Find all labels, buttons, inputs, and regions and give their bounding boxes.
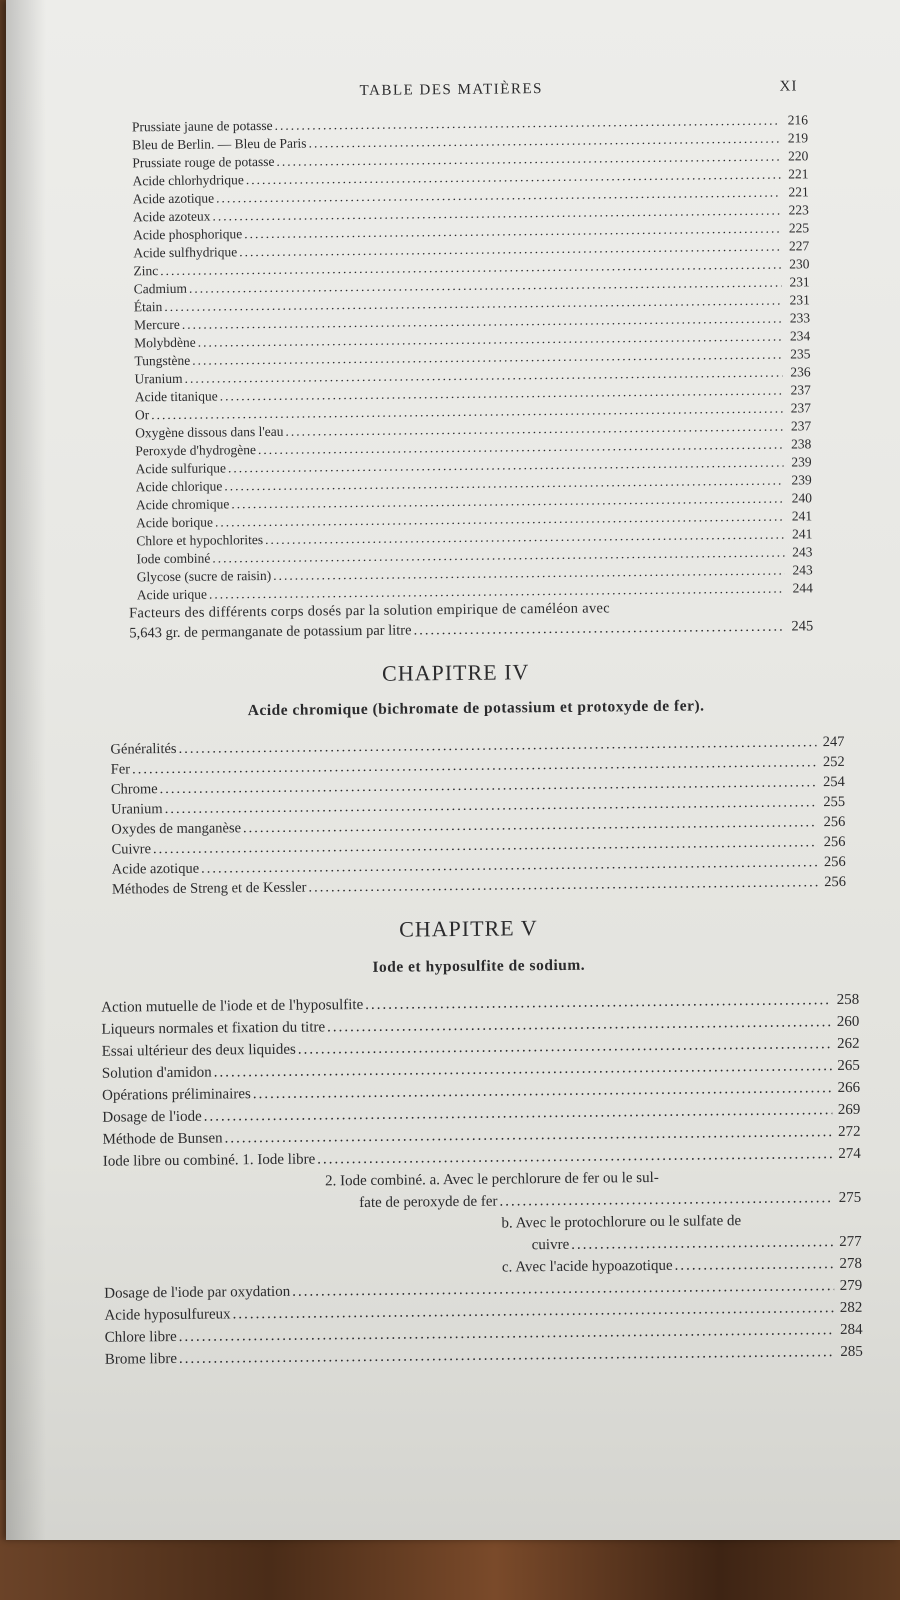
- toc-entry: Acide chlorique ..... 239: [136, 472, 812, 497]
- toc-entry: Acide azotique ..... 256: [112, 854, 846, 881]
- toc-entry: Acide urique ..... 244: [137, 580, 813, 605]
- page-number: XI: [779, 78, 798, 95]
- chapter-iv-heading: CHAPITRE IV: [381, 659, 530, 686]
- toc-entry: Iode combiné ..... 243: [136, 544, 812, 569]
- toc-entry: Acide sulfurique ..... 239: [135, 454, 811, 479]
- toc-entry: Dosage de l'iode par oxydation ..... 279: [104, 1278, 862, 1306]
- facteurs-line-1: Facteurs des différents corps dosés par la solution empirique de caméléon avec: [128, 600, 611, 622]
- toc-entry: Dosage de l'iode ..... 269: [102, 1102, 860, 1130]
- running-head: TABLE DES MATIÈRES: [359, 81, 544, 99]
- toc-entry: Méthodes de Streng et de Kessler ..... 256: [112, 874, 846, 901]
- toc-entry: Acide sulfhydrique ..... 227: [133, 238, 809, 263]
- toc-entry: Acide borique ..... 241: [136, 508, 812, 533]
- toc-entry: Uranium ..... 236: [135, 364, 811, 389]
- toc-entry: Acide phosphorique ..... 225: [133, 220, 809, 245]
- chapter-v-subtitle: Iode et hyposulfite de sodium.: [372, 956, 586, 976]
- toc-entry: Acide chlorhydrique ..... 221: [132, 166, 808, 191]
- toc-entry: Mercure ..... 233: [134, 310, 810, 335]
- toc-entry: Liqueurs normales et fixation du titre ..... 260: [101, 1014, 859, 1042]
- toc-entry: Glycose (sucre de raisin) ..... 243: [137, 562, 813, 587]
- iode-combine-line-3: b. Avec le protochlorure ou le sulfate de: [501, 1213, 742, 1232]
- toc-entry: Solution d'amidon ..... 265: [102, 1058, 860, 1086]
- toc-entry: Essai ultérieur des deux liquides ..... 262: [102, 1036, 860, 1064]
- toc-entry: Fer ..... 252: [111, 754, 845, 781]
- toc-entry: Molybdène ..... 234: [134, 328, 810, 353]
- page-gutter-shadow: [6, 0, 46, 1540]
- toc-entry: Étain ..... 231: [134, 292, 810, 317]
- toc-entry: Chrome ..... 254: [111, 774, 845, 801]
- toc-entry: Acide hyposulfureux ..... 282: [104, 1300, 862, 1328]
- toc-entry: Bleu de Berlin. — Bleu de Paris ..... 219: [132, 130, 808, 155]
- toc-entry: Tungstène ..... 235: [134, 346, 810, 371]
- toc-entry: Cuivre ..... 256: [111, 834, 845, 861]
- toc-entry: Acide azoteux ..... 223: [133, 202, 809, 227]
- facteurs-line-2: 5,643 gr. de permanganate de potassium par litre ..... 245: [129, 618, 813, 643]
- toc-entry: Acide titanique ..... 237: [135, 382, 811, 407]
- iode-combine-line-4: cuivre ..... 277: [532, 1234, 862, 1257]
- toc-entry: Peroxyde d'hydrogène ..... 238: [135, 436, 811, 461]
- toc-entry: Action mutuelle de l'iode et de l'hyposulfite ..... 258: [101, 992, 859, 1020]
- toc-entry: Prussiate rouge de potasse ..... 220: [132, 148, 808, 173]
- toc-entry: Zinc ..... 230: [133, 256, 809, 281]
- toc-entry: Prussiate jaune de potasse ..... 216: [132, 112, 808, 137]
- toc-entry: Cadmium ..... 231: [134, 274, 810, 299]
- toc-entry: Opérations préliminaires ..... 266: [102, 1080, 860, 1108]
- toc-entry: Acide azotique ..... 221: [133, 184, 809, 209]
- toc-entry: Iode libre ou combiné. 1. Iode libre ..... 274: [103, 1146, 861, 1174]
- iode-combine-line-5: c. Avec l'acide hypoazotique ..... 278: [502, 1256, 862, 1280]
- iode-combine-line-2: fate de peroxyde de fer ..... 275: [359, 1190, 861, 1215]
- toc-entry: Acide chromique ..... 240: [136, 490, 812, 515]
- toc-entry: Brome libre ..... 285: [105, 1344, 863, 1372]
- toc-entry: Uranium ..... 255: [111, 794, 845, 821]
- toc-entry: Chlore et hypochlorites ..... 241: [136, 526, 812, 551]
- chapter-iv-subtitle: Acide chromique (bichromate de potassium et protoxyde de fer).: [247, 697, 705, 720]
- book-page: [6, 0, 900, 1540]
- toc-entry: Généralités ..... 247: [110, 734, 844, 761]
- toc-entry: Oxydes de manganèse ..... 256: [111, 814, 845, 841]
- toc-entry: Or ..... 237: [135, 400, 811, 425]
- toc-entry: Chlore libre ..... 284: [105, 1322, 863, 1350]
- toc-entry: Oxygène dissous dans l'eau ..... 237: [135, 418, 811, 443]
- chapter-v-heading: CHAPITRE V: [398, 915, 538, 942]
- iode-combine-line-1: 2. Iode combiné. a. Avec le perchlorure de fer ou le sul-: [324, 1169, 659, 1190]
- toc-entry: Méthode de Bunsen ..... 272: [103, 1124, 861, 1152]
